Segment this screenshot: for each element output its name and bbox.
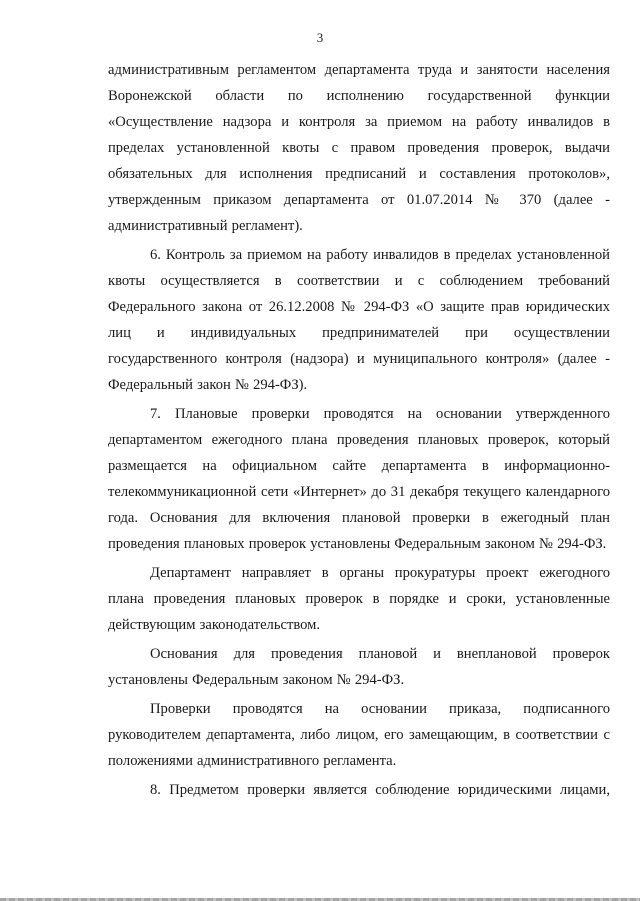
paragraph-inspection-order: Проверки проводятся на основании приказа, подписанного руководителем департамента, либо лицом, его замещающим, в соответствии с положениями административного регламента. <box>108 701 610 769</box>
paragraph-item-7: 7. Плановые проверки проводятся на основании утвержденного департаментом ежегодного плана проведения плановых проверок, который размещается на официальном сайте департамента в информационно-телекоммуникационной сети «Интернет» до 31 декабря текущего календарного года. Основания для включения плановой проверки в ежегодный план проведения плановых проверок установлены Федеральным законом № 294-ФЗ. <box>108 406 610 552</box>
paragraph-continuation: административным регламентом департамента труда и занятости населения Воронежской области по исполнению государственной функции «Осуществление надзора и контроля за приемом на работу инвалидов в пределах установленной квоты с правом проведения проверок, выдачи обязательных для исполнения предписаний и составления протоколов», утвержденным приказом департамента от 01.07.2014 № 370 (далее - административный регламент). <box>108 62 610 234</box>
document-body <box>108 57 610 803</box>
paragraph-item-8: 8. Предметом проверки является соблюдение юридическими лицами, <box>150 782 610 798</box>
page-number: 3 <box>316 30 324 45</box>
paragraph-inspection-grounds: Основания для проведения плановой и внеплановой проверок установлены Федеральным законом № 294-ФЗ. <box>108 646 610 688</box>
paragraph-prosecutor-plan: Департамент направляет в органы прокуратуры проект ежегодного плана проведения плановых проверок в порядке и сроки, установленные действующим законодательством. <box>108 565 610 633</box>
paragraph-item-6: 6. Контроль за приемом на работу инвалидов в пределах установленной квоты осуществляется в соответствии и с соблюдением требований Федерального закона от 26.12.2008 № 294-ФЗ «О защите прав юридических лиц и индивидуальных предпринимателей при осуществлении государственного контроля (надзора) и муниципального контроля» (далее - Федеральный закон № 294-ФЗ). <box>108 247 610 393</box>
